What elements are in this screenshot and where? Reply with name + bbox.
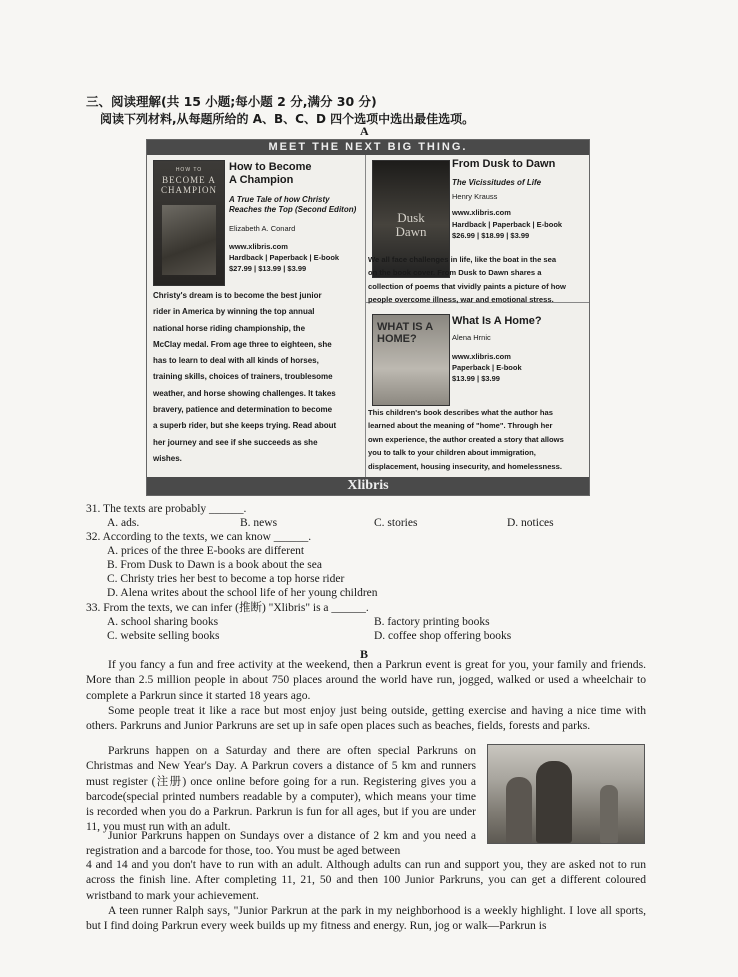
desc-line: displacement, housing insecurity, and homelessness. [368, 461, 562, 471]
photo-background-figure [600, 785, 618, 843]
book1-title-line2: A Champion [229, 174, 294, 186]
book2-site: www.xlibris.com [452, 208, 511, 217]
book2-title: From Dusk to Dawn [452, 158, 556, 170]
book2-formats: Hardback | Paperback | E-book [452, 220, 563, 229]
cover-title-line: Dusk [397, 210, 425, 225]
photo-child-figure [506, 777, 532, 843]
desc-line: This children's book describes what the author has [368, 408, 553, 417]
question-33-option-d: D. coffee shop offering books [374, 630, 512, 642]
book3-title: What Is A Home? [452, 315, 542, 327]
question-31-option-c: C. stories [374, 517, 418, 529]
passage-b-paragraph-2: Some people treat it like a race but most enjoy just being outside, getting exercise and having a nice time with others. Parkruns and Junior Parkruns are set up in safe open places such as beaches, fields, forests and parks. [86, 704, 646, 733]
book1-author: Elizabeth A. Conard [229, 224, 296, 233]
book1-site: www.xlibris.com [229, 242, 288, 251]
cover-title-line: WHAT IS A [377, 321, 434, 333]
book2-subtitle: The Vicissitudes of Life [452, 178, 542, 187]
book3-site: www.xlibris.com [452, 352, 511, 361]
question-33-stem: 33. From the texts, we can infer (推断) "Xlibris" is a ______. [86, 602, 369, 614]
ad-banner: MEET THE NEXT BIG THING. [147, 140, 589, 155]
question-33-option-c: C. website selling books [107, 630, 220, 642]
desc-line: people overcome illness, war and emotional stress. [368, 295, 554, 305]
cover-photo [162, 205, 216, 275]
passage-b-paragraph-3: Parkruns happen on a Saturday and there are often special Parkruns on Christmas and New Year's Day. A Parkrun covers a distance of 5 km and runners must register (注册) once online before going for a run. Registering gives you a barcode(special printed numbers readable by a computer), which means your time is recorded when you do a Parkrun. Parkrun is fun for all ages, but if you are under 11, you must run with an adult. [86, 744, 476, 834]
passage-b-paragraph-1: If you fancy a fun and free activity at the weekend, then a Parkrun event is great for you, your family and friends. More than 2.5 million people in about 750 places around the world have run, jogged, walked or used a wheelchair to complete a Parkrun since it started 18 years ago. [86, 658, 646, 702]
desc-line: Christy's dream is to become the best junior [153, 291, 322, 300]
book1-title-line1: How to Become [229, 161, 312, 173]
question-32-option-a: A. prices of the three E-books are different [107, 545, 305, 557]
cover-title [373, 211, 449, 239]
desc-line: wishes. [153, 453, 182, 463]
book1-formats: Hardback | Paperback | E-book [229, 253, 340, 262]
book1-description [153, 288, 363, 467]
book2-description [368, 253, 588, 307]
desc-line: has to learn to deal with all kinds of horses, [153, 356, 319, 366]
question-31-option-b: B. news [240, 517, 278, 529]
book2-author: Henry Krauss [452, 192, 498, 201]
passage-b-paragraph-4-start: Junior Parkruns happen on Sundays over a distance of 2 km and you need a registration and a barcode for those, too. You must be aged between [86, 829, 476, 858]
ad-footer-logo: Xlibris [147, 477, 589, 495]
desc-line: her journey and see if she succeeds as she [153, 437, 318, 447]
question-31-stem: 31. The texts are probably ______. [86, 503, 247, 515]
question-33-option-a: A. school sharing books [107, 616, 219, 628]
desc-line: national horse riding championship, the [153, 323, 306, 333]
section-instruction: 阅读下列材料,从每题所给的 A、B、C、D 四个选项中选出最佳选项。 [100, 112, 475, 126]
desc-line: you to talk to your children about immigration, [368, 448, 536, 458]
column-divider [365, 155, 366, 477]
book3-description [368, 406, 588, 473]
cover-title-text: BECOME A CHAMPION [160, 175, 217, 195]
book3-author: Alena Hrnic [452, 333, 491, 342]
passage-b-paragraph-4-end: 4 and 14 and you don't have to run with an adult. Although adults can run and support you, they are asked not to run across the finish line. After completing 11, 21, 50 and then 100 Junior Parkruns, you can get a different coloured wristband to mark your achievement. [86, 858, 646, 902]
desc-line: learned about the meaning of "home". Through her [368, 421, 553, 431]
cover-title [377, 321, 433, 345]
desc-line: We all face challenges in life, like the boat in the sea [368, 255, 557, 264]
question-32-option-c: C. Christy tries her best to become a top horse rider [107, 573, 345, 585]
book1-subtitle-line1: A True Tale of how Christy [229, 195, 330, 204]
photo-adult-figure [536, 761, 572, 843]
question-33-option-b: B. factory printing books [374, 616, 490, 628]
passage-a-label: A [360, 124, 369, 138]
desc-line: McClay medal. From age three to eighteen, she [153, 339, 332, 349]
question-31-option-d: D. notices [507, 517, 554, 529]
desc-line: bravery, patience and determination to become [153, 405, 333, 415]
book3-prices: $13.99 | $3.99 [452, 374, 500, 383]
desc-line: training skills, choices of trainers, troublesome [153, 372, 333, 382]
question-32-option-b: B. From Dusk to Dawn is a book about the sea [107, 559, 322, 571]
desc-line: weather, and horse showing challenges. It takes [153, 388, 336, 398]
book-cover-champion [153, 160, 225, 286]
book1-prices: $27.99 | $13.99 | $3.99 [229, 264, 307, 273]
cover-title-line: Dawn [395, 224, 427, 239]
cover-top-text: HOW TO [175, 167, 203, 173]
desc-line: a superb rider, but she keeps trying. Read about [153, 421, 337, 431]
passage-b-paragraph-5: A teen runner Ralph says, "Junior Parkrun at the park in my neighborhood is a weekly highlight. I love all sports, but I find doing Parkrun every week builds up my fitness and energy. Run, jog or walk—Parkrun is [86, 904, 646, 933]
parkrun-photo [487, 744, 645, 844]
cover-title-line: HOME? [377, 333, 417, 345]
book1-subtitle-line2: Reaches the Top (Second Editon) [229, 205, 357, 214]
passage-b-label: B [360, 647, 369, 661]
desc-line: on the book cover. From Dusk to Dawn shares a [368, 268, 542, 278]
question-32-option-d: D. Alena writes about the school life of her young children [107, 587, 378, 599]
section-heading: 三、阅读理解(共 15 小题;每小题 2 分,满分 30 分) [86, 94, 377, 109]
question-32-stem: 32. According to the texts, we can know ______. [86, 531, 312, 543]
question-31-option-a: A. ads. [107, 517, 140, 529]
book-cover-home [372, 314, 450, 406]
book-advertisement [146, 139, 590, 496]
desc-line: collection of poems that vividly paints a picture of how [368, 281, 566, 291]
book3-formats: Paperback | E-book [452, 363, 522, 372]
desc-line: own experience, the author created a story that allows [368, 434, 564, 444]
desc-line: rider in America by winning the top annual [153, 307, 315, 317]
book2-prices: $26.99 | $18.99 | $3.99 [452, 231, 530, 240]
